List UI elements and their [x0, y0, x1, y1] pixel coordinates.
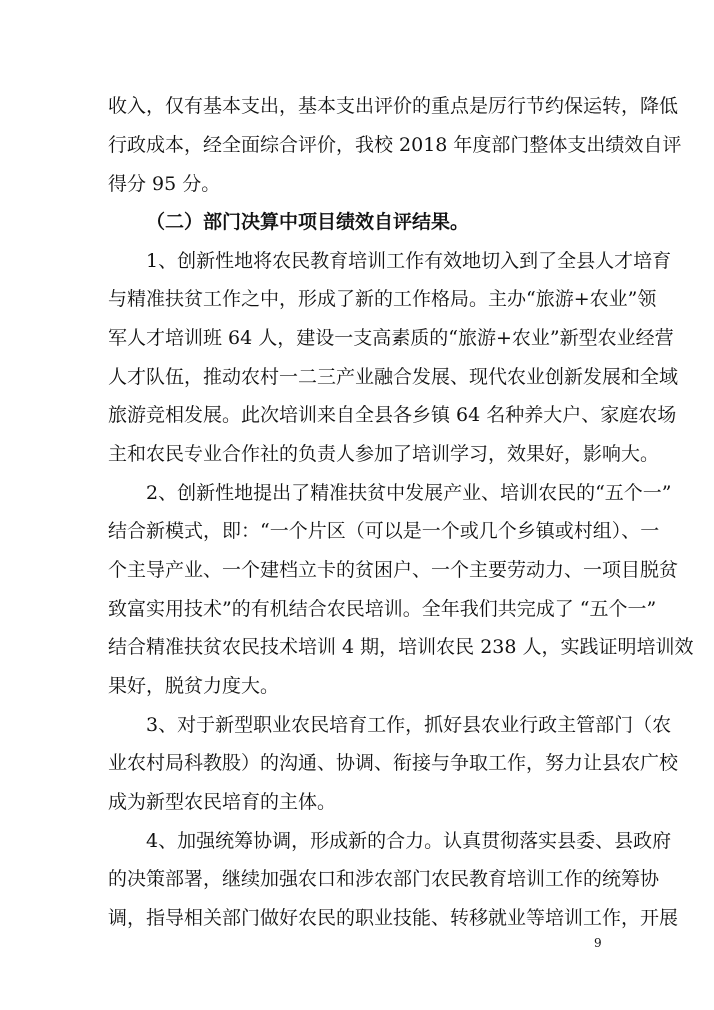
text-line: 3、对于新型职业农民培育工作，抓好县农业行政主管部门（农 [146, 714, 672, 736]
text-line: 行政成本，经全面综合评价，我校 2018 年度部门整体支出绩效自评 [108, 134, 682, 156]
text-line: 主和农民专业合作社的负责人参加了培训学习，效果好，影响大。 [108, 443, 660, 465]
text-line: 军人才培训班 64 人，建设一支高素质的“旅游+农业”新型农业经营 [108, 327, 674, 349]
text-line: 个主导产业、一个建档立卡的贫困户、一个主要劳动力、一项目脱贫 [108, 559, 679, 581]
text-line: 调，指导相关部门做好农民的职业技能、转移就业等培训工作，开展 [108, 907, 679, 929]
text-line: 结合新模式，即：“一个片区（可以是一个或几个乡镇或村组）、一 [108, 520, 660, 542]
section-heading: （二）部门决算中项目绩效自评结果。 [146, 211, 470, 233]
text-line: 2、创新性地提出了精准扶贫中发展产业、培训农民的“五个一” [146, 482, 672, 504]
text-line: 1、创新性地将农民教育培训工作有效地切入到了全县人才培育 [146, 250, 672, 272]
text-line: 的决策部署，继续加强农口和涉农部门农民教育培训工作的统筹协 [108, 868, 660, 890]
text-line: 果好，脱贫力度大。 [108, 675, 280, 697]
text-line: 得分 95 分。 [108, 173, 221, 195]
text-line: 人才队伍，推动农村一二三产业融合发展、现代农业创新发展和全域 [108, 366, 679, 388]
text-line: 与精准扶贫工作之中，形成了新的工作格局。主办“旅游+农业”领 [108, 288, 657, 310]
text-line: 成为新型农民培育的主体。 [108, 791, 337, 813]
text-line: 业农村局科教股）的沟通、协调、衔接与争取工作，努力让县农广校 [108, 752, 679, 774]
text-line: 收入，仅有基本支出，基本支出评价的重点是厉行节约保运转，降低 [108, 95, 679, 117]
page-number: 9 [594, 936, 602, 950]
text-line: 4、加强统筹协调，形成新的合力。认真贯彻落实县委、县政府 [146, 830, 672, 852]
text-line: 结合精准扶贫农民技术培训 4 期，培训农民 238 人，实践证明培训效 [108, 636, 694, 658]
text-line: 致富实用技术”的有机结合农民培训。全年我们共完成了 “五个一” [108, 598, 657, 620]
text-line: 旅游竞相发展。此次培训来自全县各乡镇 64 名种养大户、家庭农场 [108, 404, 677, 426]
